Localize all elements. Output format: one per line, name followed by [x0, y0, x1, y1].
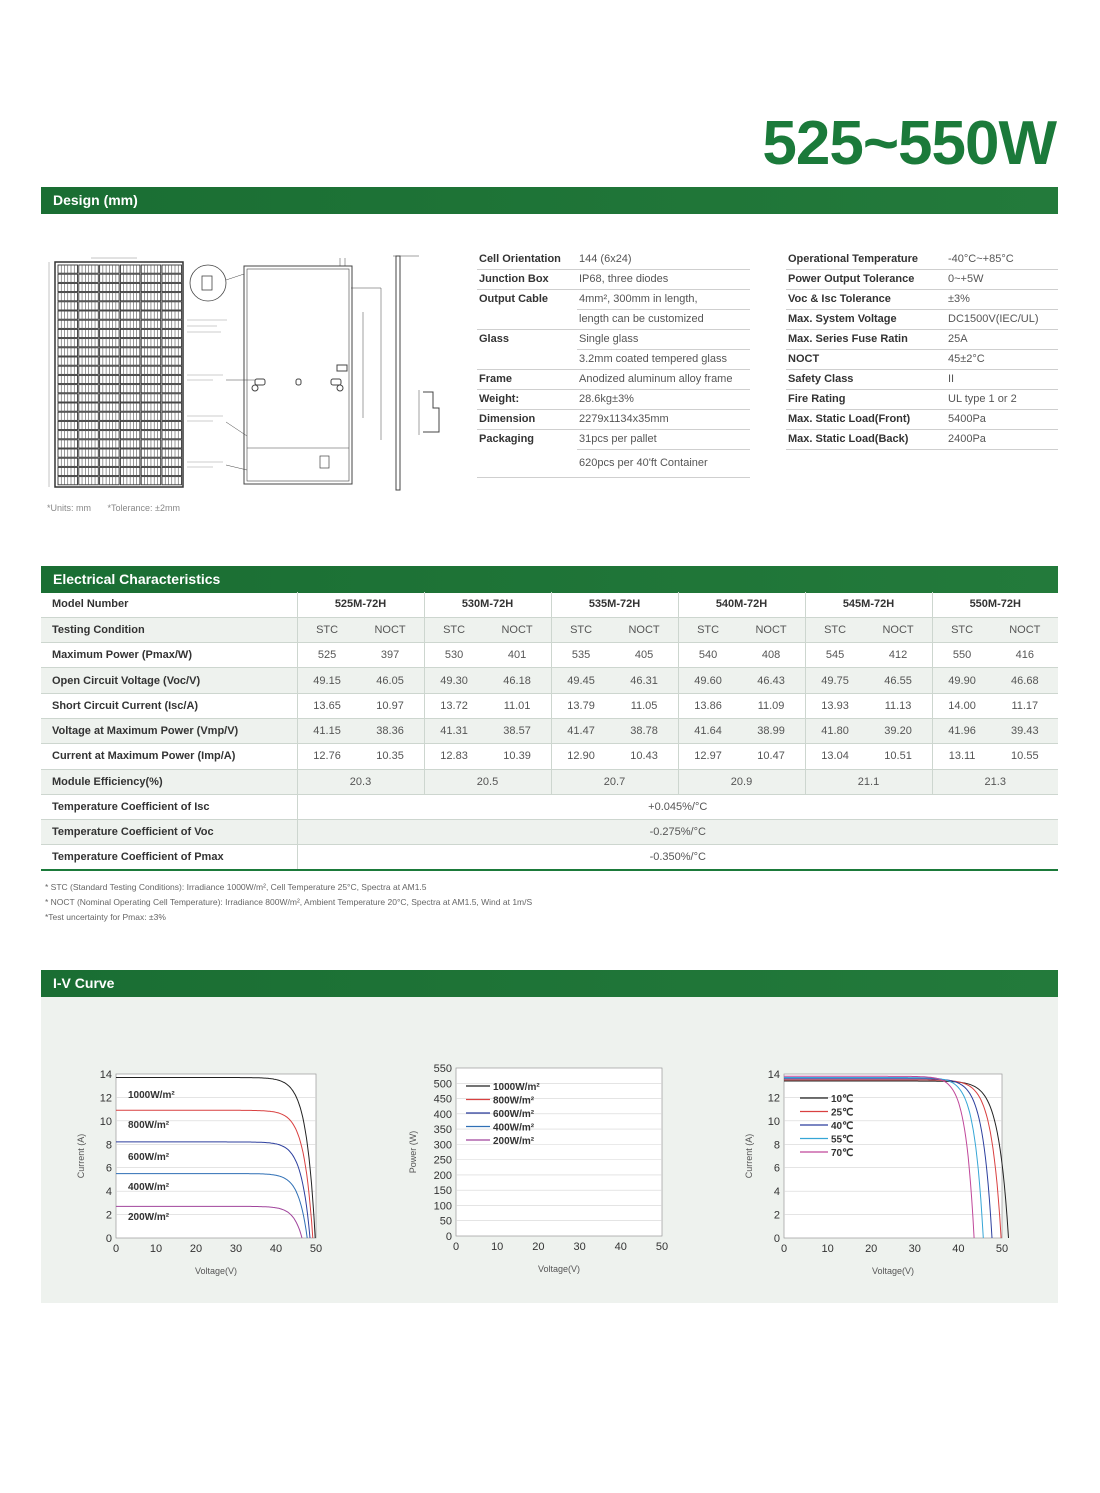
cell-value: 12.83 [424, 744, 484, 769]
spec-key: Max. Static Load(Back) [786, 429, 946, 449]
spec-value: Anodized aluminum alloy frame [577, 369, 750, 389]
cell-value: NOCT [611, 617, 678, 642]
y-tick-label: 300 [433, 1139, 452, 1152]
y-tick-label: 2 [105, 1209, 112, 1222]
cell-value: 41.96 [932, 718, 992, 743]
spec-key: NOCT [786, 349, 946, 369]
spec-key: Junction Box [477, 269, 577, 289]
y-tick-label: 0 [105, 1233, 112, 1245]
spec-value: ±3% [946, 289, 1058, 309]
model-name: 545M-72H [805, 592, 932, 617]
coefficient-row [41, 820, 1058, 845]
spec-value: 4mm², 300mm in length, [577, 289, 750, 309]
efficiency-value: 20.5 [424, 769, 551, 794]
spec-row [477, 449, 750, 477]
cell-value: 13.79 [551, 693, 611, 718]
x-tick-label: 50 [995, 1243, 1009, 1255]
data-row [41, 693, 1058, 718]
y-tick-label: 0 [445, 1231, 452, 1243]
cell-value: 41.47 [551, 718, 611, 743]
coefficient-value: +0.045%/°C [297, 794, 1058, 819]
spec-row [786, 429, 1058, 449]
x-tick-label: 0 [780, 1243, 788, 1255]
spec-row [786, 389, 1058, 409]
cell-value: STC [297, 617, 357, 642]
section-header-design: Design (mm) [41, 187, 1058, 214]
cell-value: 13.65 [297, 693, 357, 718]
model-row [41, 592, 1058, 617]
y-tick-label: 450 [433, 1093, 452, 1106]
y-tick-label: 6 [773, 1162, 780, 1175]
y-tick-label: 150 [433, 1185, 452, 1198]
spec-key: Safety Class [786, 369, 946, 389]
y-tick-label: 14 [767, 1069, 780, 1081]
efficiency-value: 21.3 [932, 769, 1058, 794]
x-tick-label: 20 [189, 1243, 203, 1255]
y-axis-label: Current (A) [744, 1133, 754, 1179]
spec-key: Output Cable [479, 293, 549, 306]
cell-value: 10.35 [357, 744, 424, 769]
operational-specs-table [786, 249, 1058, 450]
y-tick-label: 500 [433, 1078, 452, 1091]
cell-value: 41.80 [805, 718, 865, 743]
spec-value: 31pcs per pallet [577, 429, 750, 449]
legend-label: 1000W/m² [493, 1082, 540, 1093]
spec-key: Fire Rating [786, 389, 946, 409]
spec-value: DC1500V(IEC/UL) [946, 309, 1058, 329]
spec-row [477, 349, 750, 369]
cell-value: 10.39 [484, 744, 551, 769]
spec-value: 0~+5W [946, 269, 1058, 289]
y-axis-label: Power (W) [408, 1130, 418, 1174]
section-header-iv-curve: I-V Curve [41, 970, 1058, 997]
tolerance-note: *Tolerance: ±2mm [107, 503, 180, 513]
iv-temperature-chart [740, 1060, 1020, 1280]
x-axis-label: Voltage(V) [871, 1266, 915, 1276]
spec-row [477, 369, 750, 389]
legend-label: 400W/m² [493, 1122, 535, 1134]
cell-value: 11.13 [865, 693, 932, 718]
efficiency-row [41, 769, 1058, 794]
cell-value: 46.43 [738, 668, 805, 693]
spec-row [786, 409, 1058, 429]
iv-irradiance-chart [72, 1060, 332, 1280]
spec-value: 620pcs per 40'ft Container [577, 449, 750, 477]
spec-row [477, 329, 750, 349]
spec-row [477, 269, 750, 289]
y-tick-label: 12 [99, 1092, 112, 1105]
x-tick-label: 20 [865, 1243, 878, 1255]
y-axis-label: Current (A) [76, 1133, 86, 1179]
units-note: *Units: mm [47, 503, 92, 513]
cell-value: 535 [551, 643, 611, 668]
coefficient-value: -0.275%/°C [297, 820, 1058, 845]
row-label: Temperature Coefficient of Isc [41, 794, 297, 819]
cell-value: 12.97 [678, 744, 738, 769]
footnote-uncertainty: *Test uncertainty for Pmax: ±3% [45, 912, 166, 922]
cell-value: 41.15 [297, 718, 357, 743]
section-header-electrical: Electrical Characteristics [41, 566, 1058, 593]
cell-value: 46.68 [992, 668, 1058, 693]
drawing-notes [47, 503, 194, 513]
cell-value: 46.18 [484, 668, 551, 693]
footnotes [45, 880, 532, 925]
spec-value: Single glass [577, 329, 750, 349]
coefficient-value: -0.350%/°C [297, 845, 1058, 870]
electrical-table [41, 592, 1058, 871]
spec-value: 2279x1134x35mm [577, 409, 750, 429]
data-row [41, 744, 1058, 769]
cell-value: 46.05 [357, 668, 424, 693]
spec-key: Glass [479, 333, 509, 346]
cell-value: STC [551, 617, 611, 642]
coefficient-row [41, 794, 1058, 819]
data-row [41, 668, 1058, 693]
legend-label: 40℃ [831, 1121, 854, 1132]
legend-label: 10℃ [831, 1094, 854, 1105]
cell-value: 401 [484, 643, 551, 668]
cell-value: 12.90 [551, 744, 611, 769]
cell-value: 408 [738, 643, 805, 668]
x-tick-label: 20 [532, 1241, 545, 1253]
spec-row [477, 389, 750, 409]
spec-key: Weight: [477, 389, 577, 409]
cell-value: 550 [932, 643, 992, 668]
cell-value: 13.04 [805, 744, 865, 769]
legend-label: 800W/m² [128, 1120, 170, 1131]
spec-row [477, 409, 750, 429]
cell-value: 525 [297, 643, 357, 668]
model-name: 550M-72H [932, 592, 1058, 617]
cell-value: 13.11 [932, 744, 992, 769]
spec-value: 25A [946, 329, 1058, 349]
cell-value: NOCT [865, 617, 932, 642]
coefficient-row [41, 845, 1058, 870]
x-tick-label: 50 [309, 1243, 323, 1255]
cell-value: 10.51 [865, 744, 932, 769]
cell-value: 530 [424, 643, 484, 668]
spec-key: Packaging [479, 433, 535, 446]
cell-value: 545 [805, 643, 865, 668]
spec-row [786, 349, 1058, 369]
spec-key [477, 309, 577, 329]
y-tick-label: 12 [767, 1092, 780, 1105]
spec-row [786, 289, 1058, 309]
spec-value: 45±2°C [946, 349, 1058, 369]
side-profile [393, 256, 439, 490]
data-row [41, 718, 1058, 743]
data-row [41, 643, 1058, 668]
mechanical-specs-table [477, 249, 750, 478]
y-tick-label: 50 [439, 1215, 452, 1228]
legend-label: 200W/m² [493, 1136, 535, 1147]
cell-value: 39.20 [865, 718, 932, 743]
cell-value: 13.86 [678, 693, 738, 718]
y-tick-label: 4 [105, 1186, 112, 1199]
efficiency-value: 20.9 [678, 769, 805, 794]
spec-value: -40°C~+85°C [946, 249, 1058, 269]
legend-label: 400W/m² [128, 1182, 170, 1193]
spec-row [786, 369, 1058, 389]
spec-key: Max. Static Load(Front) [786, 409, 946, 429]
cell-value: 416 [992, 643, 1058, 668]
legend-label: 600W/m² [128, 1152, 170, 1163]
spec-value: 2400Pa [946, 429, 1058, 449]
y-tick-label: 10 [767, 1115, 780, 1128]
spec-row [786, 249, 1058, 269]
y-tick-label: 0 [773, 1233, 780, 1245]
model-name: 525M-72H [297, 592, 424, 617]
spec-row [786, 269, 1058, 289]
spec-value: 28.6kg±3% [577, 389, 750, 409]
back-view-panel [190, 258, 381, 484]
cell-value: 405 [611, 643, 678, 668]
y-tick-label: 2 [773, 1209, 780, 1222]
cell-value: 38.36 [357, 718, 424, 743]
cell-value: 10.47 [738, 744, 805, 769]
spec-value: UL type 1 or 2 [946, 389, 1058, 409]
page-title: 525~550W [762, 109, 1056, 178]
legend-label: 200W/m² [128, 1212, 170, 1223]
x-tick-label: 40 [614, 1241, 627, 1253]
x-axis-label: Voltage(V) [194, 1266, 238, 1276]
cell-value: STC [678, 617, 738, 642]
spec-row [477, 249, 750, 269]
legend-label: 600W/m² [493, 1109, 535, 1120]
cell-value: 49.15 [297, 668, 357, 693]
spec-key: Max. System Voltage [786, 309, 946, 329]
legend-label: 1000W/m² [128, 1090, 175, 1101]
cell-value: 49.60 [678, 668, 738, 693]
x-tick-label: 10 [821, 1243, 834, 1255]
row-label: Temperature Coefficient of Pmax [41, 845, 297, 870]
cell-value: 49.90 [932, 668, 992, 693]
drawing-annotations [187, 320, 227, 467]
spec-value: 3.2mm coated tempered glass [577, 349, 750, 369]
x-tick-label: 10 [491, 1241, 504, 1253]
x-tick-label: 30 [908, 1243, 921, 1255]
x-tick-label: 0 [112, 1243, 120, 1255]
efficiency-value: 20.3 [297, 769, 424, 794]
cell-value: NOCT [357, 617, 424, 642]
y-tick-label: 400 [433, 1108, 452, 1121]
x-tick-label: 10 [149, 1243, 163, 1255]
efficiency-value: 20.7 [551, 769, 678, 794]
spec-value: 144 (6x24) [577, 249, 750, 269]
spec-value: II [946, 369, 1058, 389]
y-tick-label: 350 [433, 1124, 452, 1137]
cell-value: 41.64 [678, 718, 738, 743]
cell-value: 10.43 [611, 744, 678, 769]
x-tick-label: 40 [269, 1243, 283, 1255]
data-row [41, 617, 1058, 642]
cell-value: 397 [357, 643, 424, 668]
legend-label: 800W/m² [493, 1095, 535, 1107]
spec-key [477, 349, 577, 369]
cell-value: 46.31 [611, 668, 678, 693]
cell-value: STC [805, 617, 865, 642]
cell-value: 11.09 [738, 693, 805, 718]
efficiency-value: 21.1 [805, 769, 932, 794]
footnote-stc: * STC (Standard Testing Conditions): Irradiance 1000W/m², Cell Temperature 25°C, Spectra at AM1.5 [45, 882, 427, 892]
cell-value: 11.01 [484, 693, 551, 718]
x-tick-label: 0 [452, 1241, 460, 1253]
spec-key [477, 449, 577, 477]
cell-value: 39.43 [992, 718, 1058, 743]
y-tick-label: 10 [99, 1115, 112, 1128]
legend-label: 70℃ [831, 1148, 854, 1159]
cell-value: STC [424, 617, 484, 642]
cell-value: STC [932, 617, 992, 642]
cell-value: 41.31 [424, 718, 484, 743]
cell-value: 13.72 [424, 693, 484, 718]
row-label: Model Number [41, 592, 297, 617]
cell-value: NOCT [738, 617, 805, 642]
plot-area [456, 1068, 662, 1236]
spec-key: Dimension [477, 409, 577, 429]
x-axis-label: Voltage(V) [537, 1264, 581, 1274]
cell-value: 11.17 [992, 693, 1058, 718]
front-view-panel [49, 258, 183, 487]
model-name: 540M-72H [678, 592, 805, 617]
model-name: 535M-72H [551, 592, 678, 617]
spec-key: Operational Temperature [786, 249, 946, 269]
cell-value: 13.93 [805, 693, 865, 718]
cell-value: 412 [865, 643, 932, 668]
y-tick-label: 8 [105, 1139, 112, 1152]
cell-value: 49.30 [424, 668, 484, 693]
x-tick-label: 30 [573, 1241, 586, 1253]
y-tick-label: 200 [433, 1169, 452, 1182]
spec-row [786, 309, 1058, 329]
legend-label: 55℃ [831, 1134, 854, 1146]
spec-row [786, 329, 1058, 349]
spec-row [477, 429, 750, 449]
x-tick-label: 40 [952, 1243, 965, 1255]
spec-value: length can be customized [577, 309, 750, 329]
cell-value: 38.78 [611, 718, 678, 743]
spec-key: Power Output Tolerance [786, 269, 946, 289]
y-tick-label: 250 [433, 1154, 452, 1167]
row-label: Current at Maximum Power (Imp/A) [41, 744, 297, 769]
y-tick-label: 4 [773, 1186, 780, 1199]
cell-value: 12.76 [297, 744, 357, 769]
row-label: Voltage at Maximum Power (Vmp/V) [41, 718, 297, 743]
module-drawing [41, 240, 441, 510]
footnote-noct: * NOCT (Nominal Operating Cell Temperature): Irradiance 800W/m², Ambient Temperature 20°C, Spectra at AM1.5, Wind at 1m/S [45, 897, 533, 907]
spec-key: Cell Orientation [477, 249, 577, 269]
y-tick-label: 100 [433, 1200, 452, 1213]
y-tick-label: 8 [773, 1139, 780, 1152]
cell-value: 49.45 [551, 668, 611, 693]
y-tick-label: 14 [99, 1069, 112, 1081]
spec-row [477, 309, 750, 329]
spec-value: IP68, three diodes [577, 269, 750, 289]
row-label: Maximum Power (Pmax/W) [41, 643, 297, 668]
row-label: Testing Condition [41, 617, 297, 642]
cell-value: 10.55 [992, 744, 1058, 769]
row-label: Module Efficiency(%) [41, 769, 297, 794]
spec-key: Max. Series Fuse Ratin [786, 329, 946, 349]
cell-value: 49.75 [805, 668, 865, 693]
cell-value: NOCT [484, 617, 551, 642]
y-tick-label: 550 [433, 1063, 452, 1075]
cell-value: NOCT [992, 617, 1058, 642]
model-name: 530M-72H [424, 592, 551, 617]
cell-value: 38.99 [738, 718, 805, 743]
power-voltage-chart [404, 1060, 694, 1280]
spec-key: Frame [477, 369, 577, 389]
spec-value: 5400Pa [946, 409, 1058, 429]
cell-value: 10.97 [357, 693, 424, 718]
y-tick-label: 6 [105, 1162, 112, 1175]
x-tick-label: 50 [655, 1241, 669, 1253]
cell-value: 46.55 [865, 668, 932, 693]
cell-value: 38.57 [484, 718, 551, 743]
legend-label: 25℃ [831, 1107, 854, 1119]
spec-row [477, 289, 750, 309]
cell-value: 11.05 [611, 693, 678, 718]
cell-value: 540 [678, 643, 738, 668]
cell-value: 14.00 [932, 693, 992, 718]
row-label: Short Circuit Current (Isc/A) [41, 693, 297, 718]
row-label: Open Circuit Voltage (Voc/V) [41, 668, 297, 693]
x-tick-label: 30 [229, 1243, 243, 1255]
row-label: Temperature Coefficient of Voc [41, 820, 297, 845]
spec-key: Voc & Isc Tolerance [786, 289, 946, 309]
